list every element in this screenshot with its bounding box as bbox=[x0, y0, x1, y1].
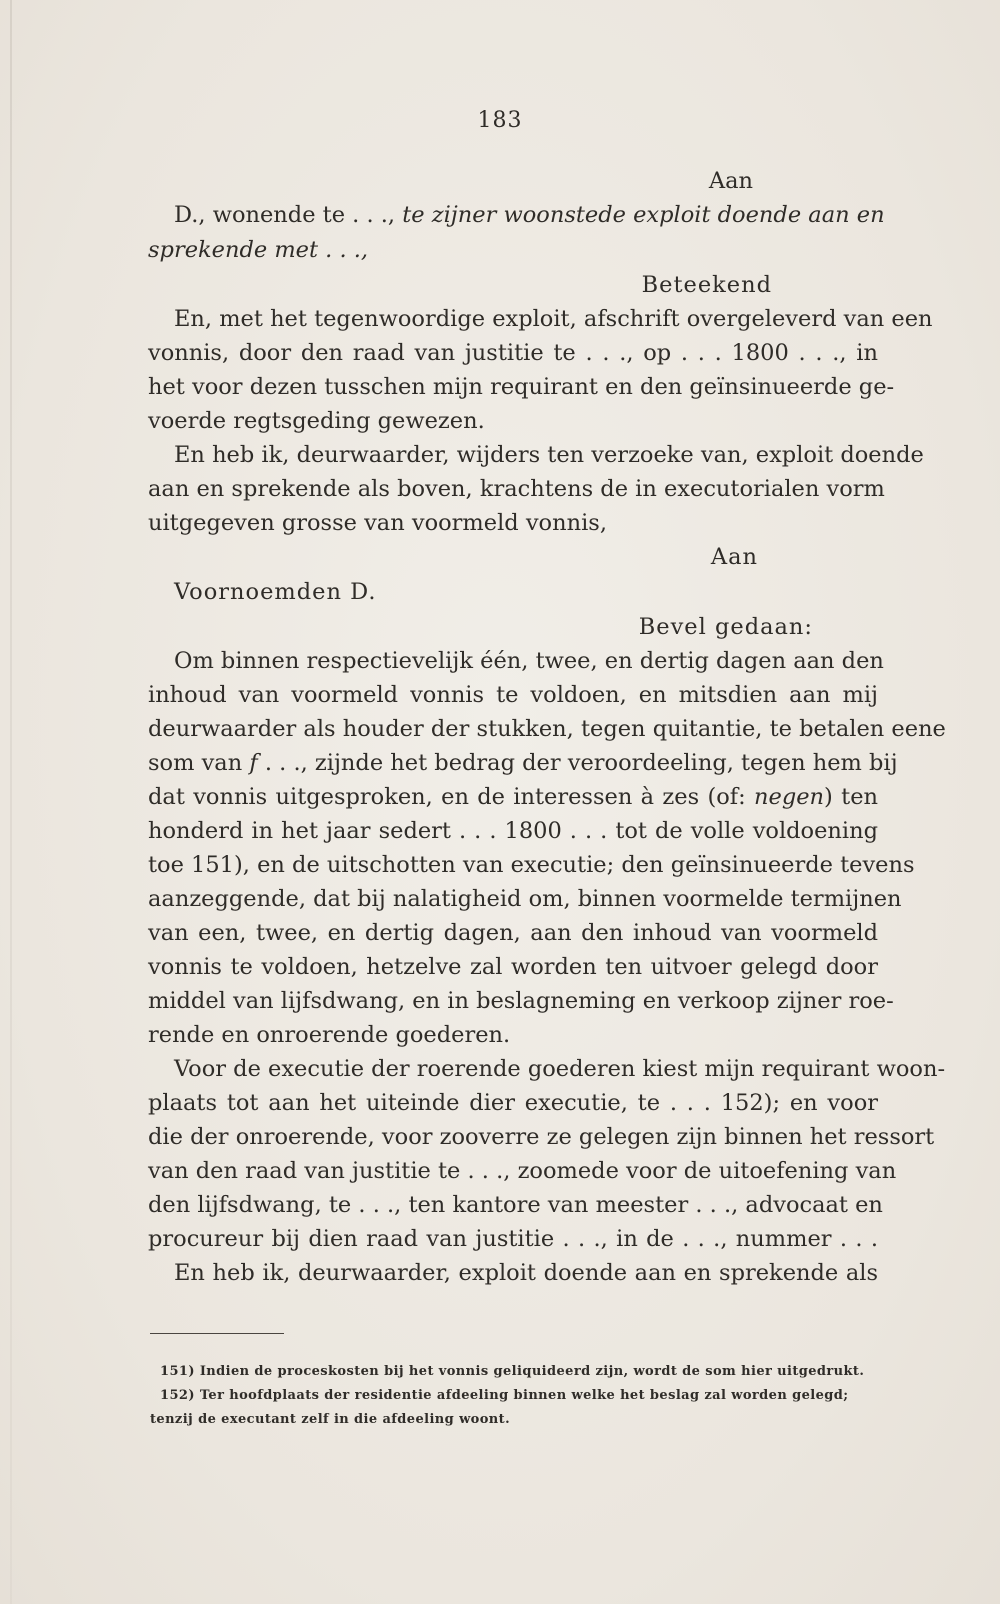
text-line: voerde regtsgeding gewezen. bbox=[148, 408, 485, 434]
text-line: En, met het tegenwoordige exploit, afschrift overgeleverd van een bbox=[174, 306, 933, 332]
text-line: middel van lijfsdwang, en in beslagneming en verkoop zijner roe- bbox=[148, 988, 894, 1014]
text-line: van een, twee, en dertig dagen, aan den inhoud van voormeld bbox=[148, 920, 878, 946]
text-line-bevel-gedaan: Bevel gedaan: bbox=[638, 614, 813, 640]
text-line: procureur bij dien raad van justitie . . ., in de . . ., nummer . . . bbox=[148, 1226, 878, 1252]
text-line-aan-1: Aan bbox=[708, 168, 753, 194]
text-line: Om binnen respectievelijk één, twee, en dertig dagen aan den bbox=[174, 648, 884, 674]
text-line-som-van: som van f . . ., zijnde het bedrag der veroordeeling, tegen hem bij bbox=[148, 750, 898, 776]
page-number: 183 bbox=[477, 108, 523, 133]
text-line-voornoemden: Voornoemden D. bbox=[174, 579, 377, 605]
text-line-sprekende: sprekende met . . ., bbox=[148, 237, 369, 263]
footnote-152-continued: tenzij de executant zelf in die afdeeling woont. bbox=[150, 1412, 510, 1427]
text-line-beteekend: Beteekend bbox=[641, 272, 772, 298]
text-line: aanzeggende, dat bij nalatigheid om, binnen voormelde termijnen bbox=[148, 886, 902, 912]
text-line: En heb ik, deurwaarder, wijders ten verzoeke van, exploit doende bbox=[174, 442, 924, 468]
text-line: vonnis te voldoen, hetzelve zal worden ten uitvoer gelegd door bbox=[148, 954, 878, 980]
text-line: die der onroerende, voor zooverre ze gelegen zijn binnen het ressort bbox=[148, 1124, 935, 1150]
text-line: het voor dezen tusschen mijn requirant en den geïnsinueerde ge- bbox=[148, 374, 895, 400]
text-line: En heb ik, deurwaarder, exploit doende aan en sprekende als bbox=[174, 1260, 878, 1286]
footnote-151: 151) Indien de proceskosten bij het vonnis geliquideerd zijn, wordt de som hier uitgedrukt. bbox=[160, 1364, 865, 1379]
text-line: honderd in het jaar sedert . . . 1800 . . . tot de volle voldoening bbox=[148, 818, 878, 844]
text-line-aan-2: Aan bbox=[710, 544, 758, 570]
text-line: vonnis, door den raad van justitie te . . ., op . . . 1800 . . ., in bbox=[148, 340, 878, 366]
footnote-separator bbox=[150, 1333, 284, 1334]
text-line: van den raad van justitie te . . ., zoomede voor de uitoefening van bbox=[148, 1158, 897, 1184]
footnote-152: 152) Ter hoofdplaats der residentie afdeeling binnen welke het beslag zal worden gelegd; bbox=[160, 1388, 849, 1403]
text-line: aan en sprekende als boven, krachtens de in executorialen vorm bbox=[148, 476, 885, 502]
text-line: plaats tot aan het uiteinde dier executie, te . . . 152); en voor bbox=[148, 1090, 878, 1116]
text-line: Voor de executie der roerende goederen kiest mijn requirant woon- bbox=[174, 1056, 946, 1082]
text-line: rende en onroerende goederen. bbox=[148, 1022, 511, 1048]
text-line-interessen: dat vonnis uitgesproken, en de interessen à zes (of: negen) ten bbox=[148, 784, 879, 810]
text-line-opening: D., wonende te . . ., te zijner woonstede exploit doende aan en bbox=[174, 202, 885, 228]
text-line: inhoud van voormeld vonnis te voldoen, en mitsdien aan mij bbox=[148, 682, 878, 708]
text-line: deurwaarder als houder der stukken, tegen quitantie, te betalen eene bbox=[148, 716, 946, 742]
text-line: toe 151), en de uitschotten van executie; den geïnsinueerde tevens bbox=[148, 852, 915, 878]
page-edge-shadow bbox=[10, 0, 12, 1604]
text-line: den lijfsdwang, te . . ., ten kantore van meester . . ., advocaat en bbox=[148, 1192, 883, 1218]
text-line: uitgegeven grosse van voormeld vonnis, bbox=[148, 510, 607, 536]
